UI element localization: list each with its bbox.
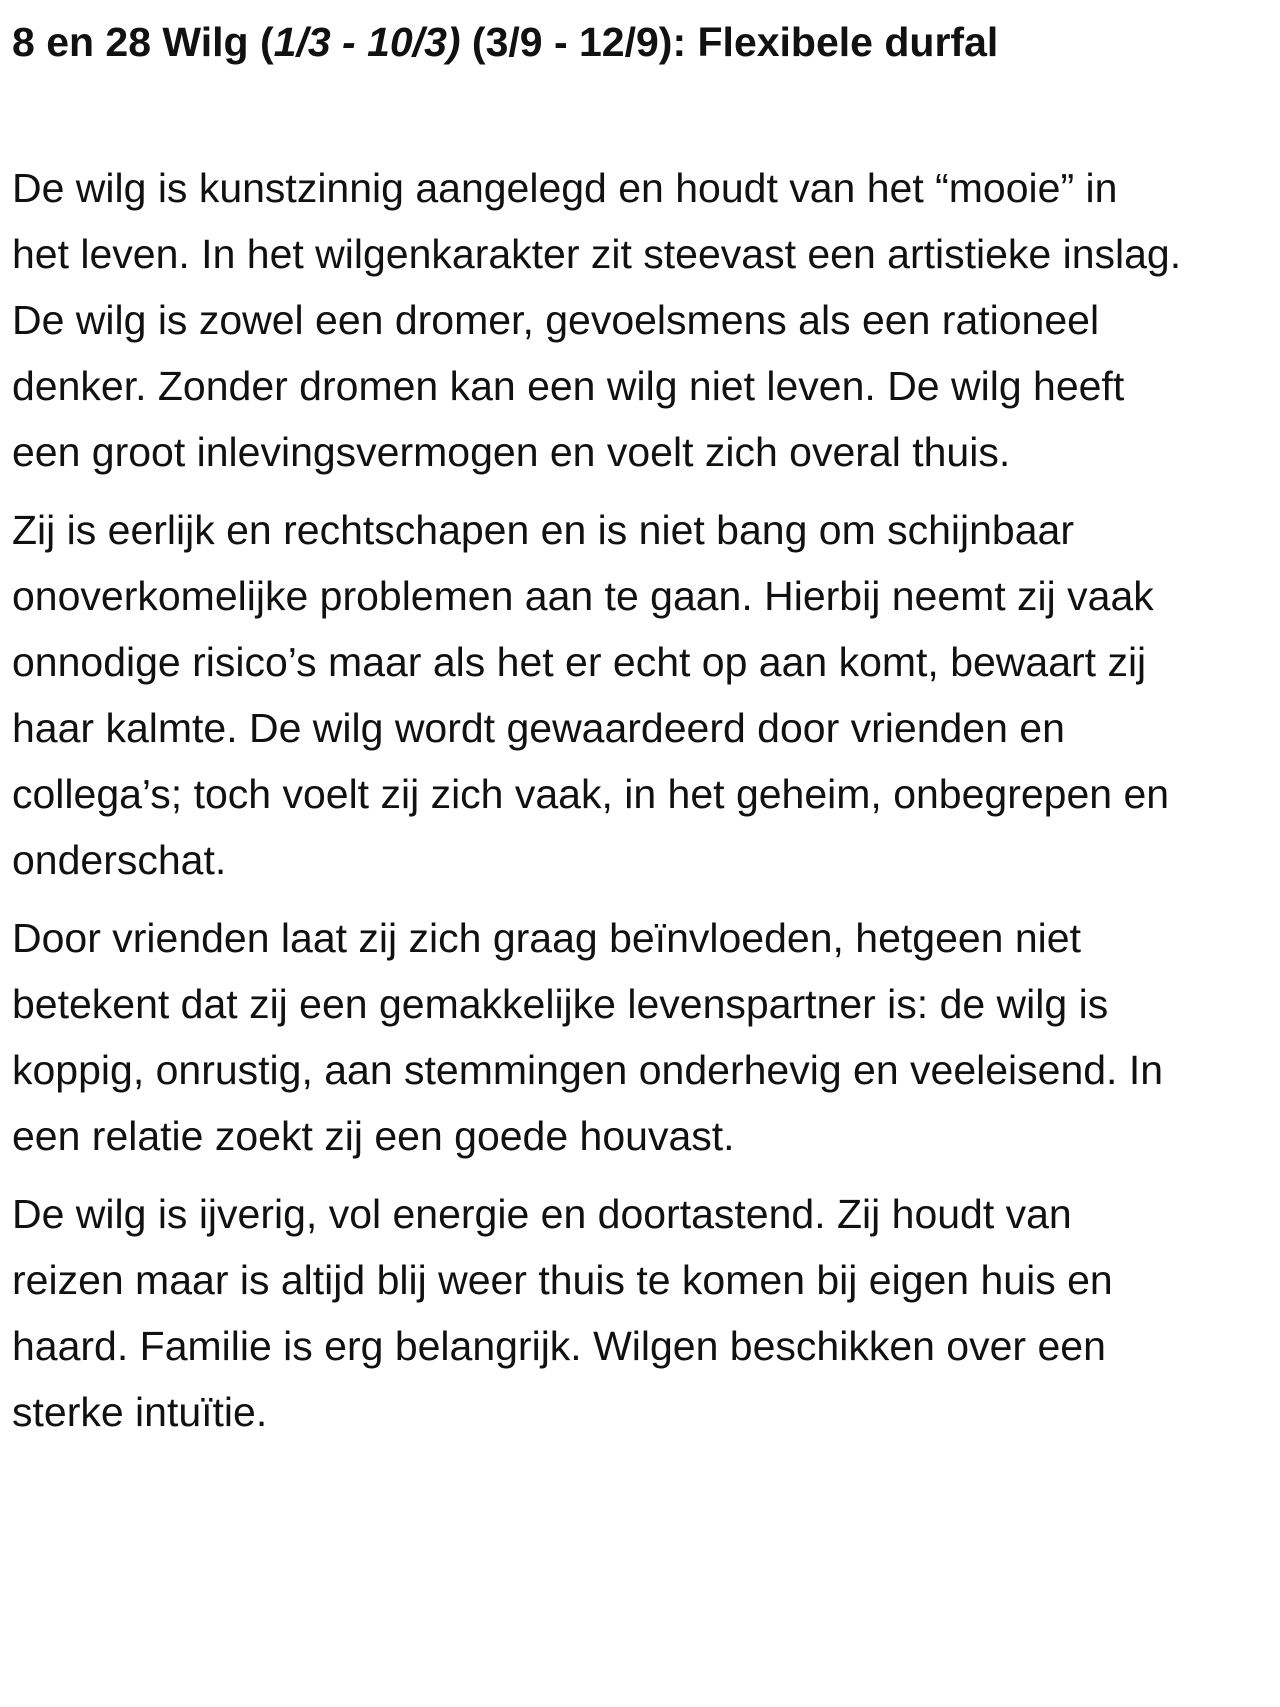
text-line: reizen maar is altijd blij weer thuis te komen bij eigen huis en xyxy=(12,1257,1113,1303)
text-line: onnodige risico’s maar als het er echt op aan komt, bewaart zij xyxy=(12,639,1147,685)
text-line: denker. Zonder dromen kan een wilg niet leven. De wilg heeft xyxy=(12,363,1125,409)
text-line: het leven. In het wilgenkarakter zit steevast een artistieke inslag. xyxy=(12,231,1182,277)
text-line: een relatie zoekt zij een goede houvast. xyxy=(12,1113,735,1159)
paragraph xyxy=(12,497,1274,893)
body-text xyxy=(12,155,1274,1445)
text-line: collega’s; toch voelt zij zich vaak, in het geheim, onbegrepen en xyxy=(12,771,1170,817)
text-line: sterke intuïtie. xyxy=(12,1389,268,1435)
paragraph xyxy=(12,155,1274,485)
text-line: onderschat. xyxy=(12,837,227,883)
text-line: De wilg is kunstzinnig aangelegd en houdt van het “mooie” in xyxy=(12,165,1118,211)
page-title xyxy=(12,17,1274,67)
text-line: Door vrienden laat zij zich graag beïnvloeden, hetgeen niet xyxy=(12,915,1081,961)
text-line: koppig, onrustig, aan stemmingen onderhevig en veeleisend. In xyxy=(12,1047,1164,1093)
title-suffix: (3/9 - 12/9): Flexibele durfal xyxy=(460,19,999,65)
text-line: haar kalmte. De wilg wordt gewaardeerd door vrienden en xyxy=(12,705,1065,751)
text-line: De wilg is zowel een dromer, gevoelsmens als een rationeel xyxy=(12,297,1100,343)
text-line: haard. Familie is erg belangrijk. Wilgen beschikken over een xyxy=(12,1323,1106,1369)
document-page xyxy=(12,0,1274,1457)
text-line: De wilg is ijverig, vol energie en doortastend. Zij houdt van xyxy=(12,1191,1072,1237)
text-line: een groot inlevingsvermogen en voelt zich overal thuis. xyxy=(12,429,1011,475)
text-line: betekent dat zij een gemakkelijke levenspartner is: de wilg is xyxy=(12,981,1109,1027)
text-line: onoverkomelijke problemen aan te gaan. Hierbij neemt zij vaak xyxy=(12,573,1154,619)
title-prefix: 8 en 28 Wilg ( xyxy=(12,19,274,65)
text-line: Zij is eerlijk en rechtschapen en is niet bang om schijnbaar xyxy=(12,507,1074,553)
paragraph xyxy=(12,1181,1274,1445)
paragraph xyxy=(12,905,1274,1169)
title-italic-range: 1/3 - 10/3) xyxy=(273,19,461,65)
